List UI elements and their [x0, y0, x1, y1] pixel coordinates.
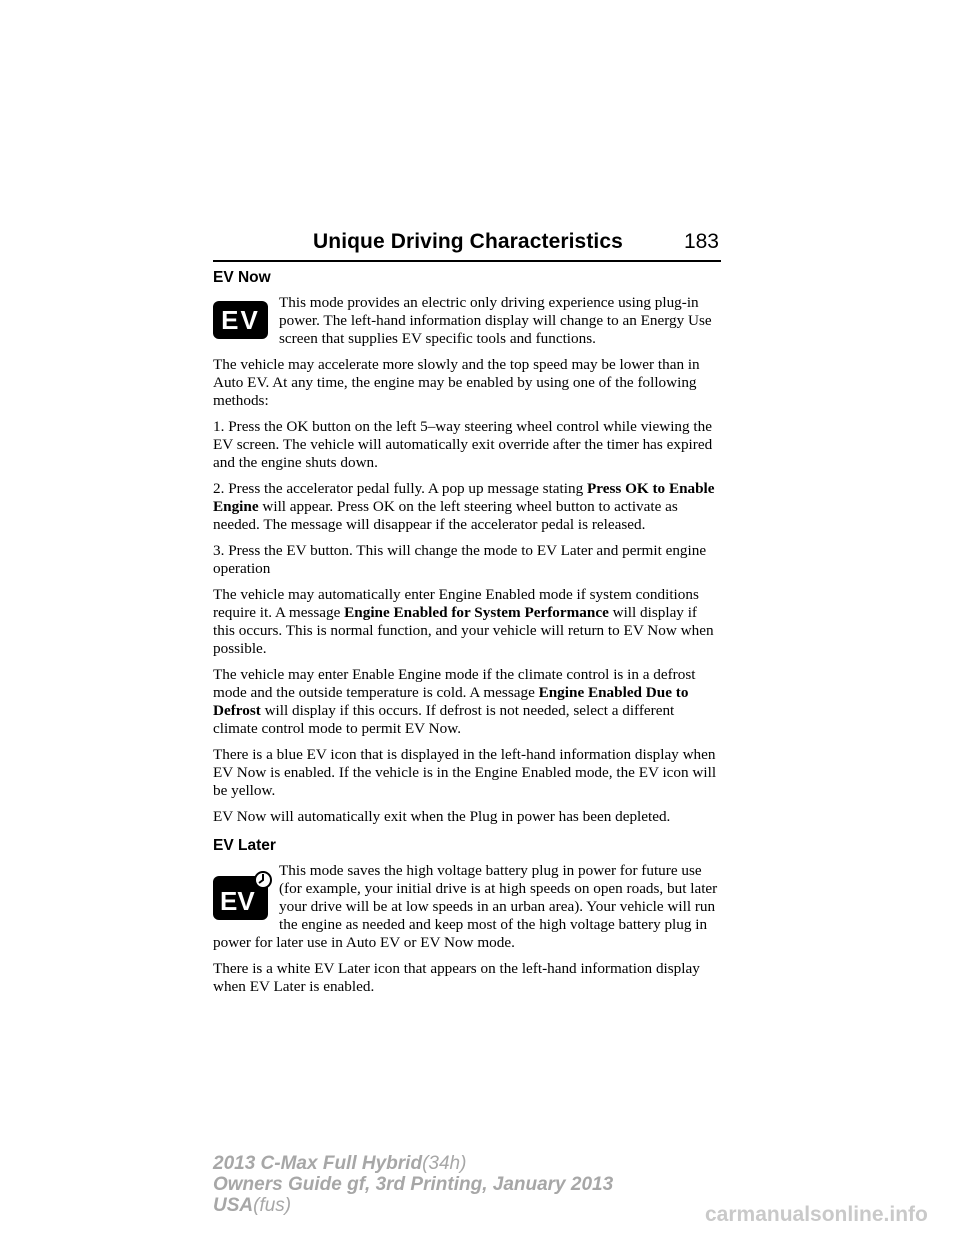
ev-now-exit: EV Now will automatically exit when the Plug in power has been depleted. [213, 808, 671, 825]
text-span: will display if this occurs. This is normal function, and your vehicle will return to EV Now when possible. [213, 604, 714, 657]
header-divider [213, 260, 721, 262]
ev-now-engine-enabled [213, 586, 721, 658]
page-header [213, 228, 721, 260]
footer-text: (34h) [422, 1153, 467, 1174]
text-span: The vehicle may automatically enter Engine Enabled mode if system conditions require it. A message [213, 586, 699, 621]
ev-now-heading: EV Now [213, 269, 271, 286]
footer-line-model [213, 1153, 613, 1174]
ev-later-heading: EV Later [213, 837, 276, 854]
ev-later-icon [213, 876, 269, 920]
ev-later-icon-note: There is a white EV Later icon that appears on the left-hand information display when EV Later is enabled. [213, 960, 700, 995]
text-span: will display if this occurs. If defrost is not needed, select a different climate control mode to permit EV Now. [213, 702, 675, 737]
watermark: carmanualsonline.info [705, 1203, 928, 1226]
ev-now-method-3: 3. Press the EV button. This will change the mode to EV Later and permit engine operation [213, 542, 707, 577]
ev-later-icon-label: EV [213, 876, 268, 920]
footer-line-guide: Owners Guide gf, 3rd Printing, January 2013 [213, 1174, 614, 1195]
ev-now-defrost [213, 666, 721, 738]
text-span: The vehicle may enter Enable Engine mode if the climate control is in a defrost mode and the outside temperature is cold. A message [213, 666, 696, 701]
page-footer [213, 1153, 613, 1216]
footer-text: (fus) [253, 1195, 292, 1216]
bold-message: Engine Enabled Due to Defrost [213, 684, 689, 719]
ev-now-icon-color: There is a blue EV icon that is displayed in the left-hand information display when EV Now is enabled. If the vehicle is in the Engine Enabled mode, the EV icon will be yellow. [213, 746, 717, 799]
section-title: Unique Driving Characteristics [313, 230, 623, 253]
bold-message: Engine Enabled for System Performance [344, 604, 609, 621]
ev-now-method-1: 1. Press the OK button on the left 5–way steering wheel control while viewing the EV screen. The vehicle will automatically exit override after the timer has expired and the engine shuts down. [213, 418, 713, 471]
ev-later-icon-block [213, 862, 721, 952]
clock-icon [253, 870, 273, 890]
footer-text: 2013 C-Max Full Hybrid [213, 1153, 423, 1174]
ev-now-icon-block [213, 294, 721, 348]
footer-text: USA [213, 1195, 254, 1216]
ev-now-paragraph: The vehicle may accelerate more slowly and the top speed may be lower than in Auto EV. At any time, the engine may be enabled by using one of the following methods: [213, 356, 700, 409]
page-number: 183 [683, 230, 719, 253]
footer-line-region [213, 1195, 613, 1216]
text-span: 2. Press the accelerator pedal fully. A pop up message stating [213, 480, 587, 497]
ev-now-method-2 [213, 480, 721, 534]
ev-now-intro: This mode provides an electric only driving experience using plug-in power. The left-hand information display will change to an Energy Use screen that supplies EV specific tools and functions. [279, 294, 712, 347]
ev-later-intro [213, 862, 721, 952]
ev-now-icon: EV [213, 301, 268, 339]
page-content [213, 268, 721, 1004]
text-span: This mode saves the high voltage battery plug in power for future use (for example, your initial drive is at high speeds on open roads, but later your drive will be at low speeds in an urban area). Your vehicle will run the engine as needed and keep most of the high voltage battery plug in power for later use in Auto EV or EV Now mode. [213, 862, 718, 951]
bold-message: Press OK to Enable Engine [213, 480, 715, 515]
text-span: will appear. Press OK on the left steering wheel button to activate as needed. The message will disappear if the accelerator pedal is released. [213, 498, 678, 533]
